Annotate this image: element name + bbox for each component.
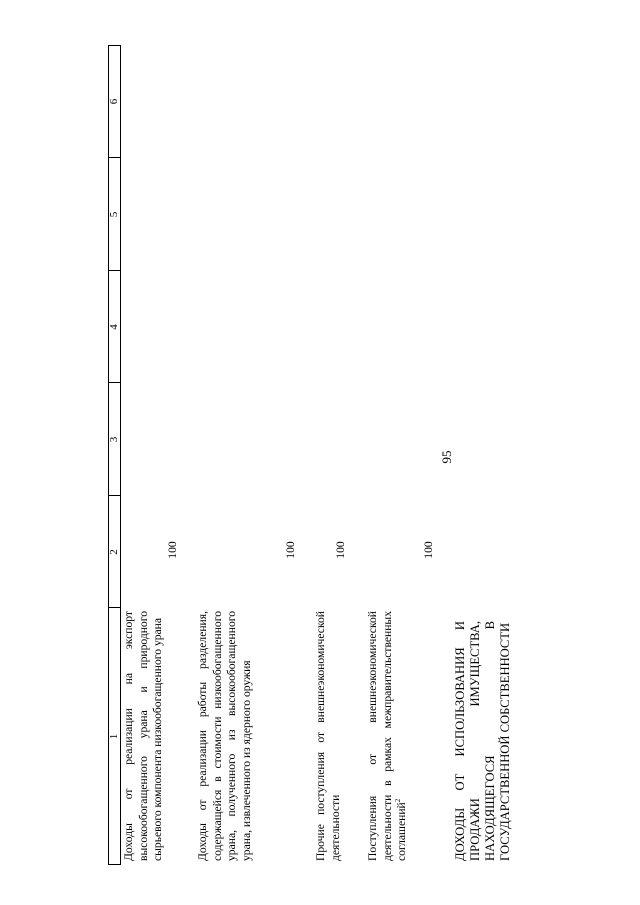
column-header-5: 5 bbox=[108, 211, 120, 218]
header-bottom-border bbox=[120, 45, 121, 865]
row-value-other-receipts: 100 bbox=[334, 541, 347, 559]
column-header-1: 1 bbox=[108, 733, 120, 740]
rotated-table bbox=[108, 45, 548, 865]
row-value-intergov-agreements: 100 bbox=[422, 541, 435, 559]
column-header-6: 6 bbox=[108, 98, 120, 105]
footnote-marker: 2 bbox=[394, 798, 403, 803]
row-label-intergov-agreements bbox=[366, 611, 410, 861]
page-number: 95 bbox=[439, 450, 454, 464]
row-label-intergov-agreements-text: Поступления от внешнеэкономической деятельности в рамках межправительственных соглашений bbox=[366, 611, 409, 861]
column-header-4: 4 bbox=[108, 324, 120, 330]
row-value-separation-work: 100 bbox=[284, 541, 297, 559]
row-label-export-heu: Доходы от реализации на экспорт высокообогащенного урана и природного сырьевого компонента низкообогащенного урана bbox=[122, 611, 165, 861]
section-heading: ДОХОДЫ ОТ ИСПОЛЬЗОВАНИЯ И ПРОДАЖИ ИМУЩЕСТВА, НАХОДЯЩЕГОСЯ В ГОСУДАРСТВЕННОЙ СОБСТВЕННОСТИ bbox=[453, 621, 512, 861]
row-label-separation-work: Доходы от реализации работы разделения, содержащейся в стоимости низкообогащенного урана, полученного из высокообогащенного урана, извлеченного из ядерного оружия bbox=[196, 611, 253, 861]
row-label-other-receipts: Прочие поступления от внешнеэкономической деятельности bbox=[314, 611, 342, 861]
column-header-3: 3 bbox=[108, 436, 120, 443]
column-header-2: 2 bbox=[108, 549, 120, 555]
row-value-export-heu: 100 bbox=[166, 541, 179, 559]
